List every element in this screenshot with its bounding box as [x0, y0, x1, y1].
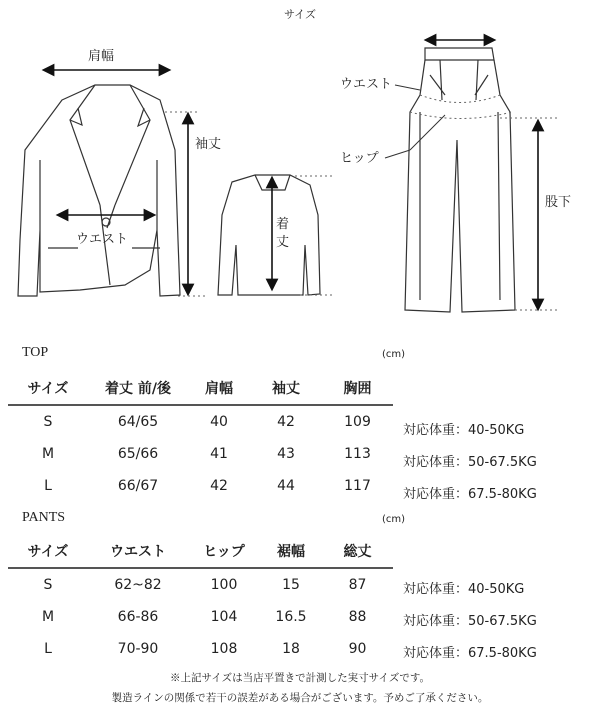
- hip-label: ヒップ: [340, 151, 379, 166]
- table-row: [8, 601, 393, 633]
- shoulder-cell: 42: [210, 478, 228, 494]
- pants-unit: (cm): [382, 514, 406, 525]
- shoulder-cell: 40: [210, 414, 228, 430]
- chest-cell: 117: [344, 478, 371, 494]
- table-row: [8, 438, 393, 470]
- total-length-cell: 90: [348, 641, 367, 657]
- garment-diagram: [0, 0, 600, 330]
- dimension-arrows: [48, 40, 538, 305]
- column-header: サイズ: [27, 381, 69, 397]
- column-header: ウエスト: [110, 544, 166, 560]
- hem-cell: 16.5: [275, 609, 307, 625]
- size-cell: L: [44, 478, 52, 494]
- waist-cell: 66-86: [117, 609, 159, 625]
- jacket-drawing: [18, 85, 180, 296]
- shoulder-label: 肩幅: [88, 49, 115, 64]
- callout-lines: [385, 85, 445, 158]
- table-row: [8, 405, 393, 438]
- size-cell: M: [41, 609, 55, 625]
- table-row: [8, 470, 393, 502]
- size-cell: S: [43, 414, 53, 430]
- pants-size-table: [8, 535, 393, 665]
- pants-waist-label: ウエスト: [340, 77, 393, 92]
- inseam-label: 股下: [545, 195, 572, 210]
- hip-cell: 104: [210, 609, 238, 625]
- weight-note: 対応体重：40-50KG: [403, 423, 525, 438]
- weight-note: 対応体重：67.5-80KG: [403, 487, 537, 502]
- size-cell: L: [44, 641, 52, 657]
- column-header: サイズ: [27, 544, 69, 560]
- hip-cell: 108: [210, 641, 238, 657]
- length-cell: 66/67: [117, 478, 159, 494]
- column-header: 着丈 前/後: [105, 381, 171, 397]
- sleeve-cell: 42: [277, 414, 295, 430]
- jacket-back-drawing: [218, 175, 320, 295]
- shoulder-cell: 41: [210, 446, 228, 462]
- column-header: ヒップ: [203, 544, 245, 560]
- waist-cell: 62~82: [114, 577, 162, 593]
- top-size-table: [8, 372, 393, 502]
- footnote-line-1: ※上記サイズは当店平置きで計測した実寸サイズです。: [170, 672, 430, 684]
- weight-note: 対応体重：40-50KG: [403, 582, 525, 597]
- chest-cell: 109: [344, 414, 371, 430]
- weight-note: 対応体重：67.5-80KG: [403, 646, 537, 661]
- top-section-label: TOP: [22, 345, 49, 360]
- chest-cell: 113: [344, 446, 371, 462]
- waist-cell: 70-90: [117, 641, 159, 657]
- hip-cell: 100: [210, 577, 238, 593]
- column-header: 総丈: [343, 544, 372, 560]
- hem-cell: 15: [282, 577, 300, 593]
- total-length-cell: 87: [348, 577, 367, 593]
- size-cell: S: [43, 577, 53, 593]
- table-row: [8, 633, 393, 665]
- pants-header-row: [8, 535, 393, 568]
- table-row: [8, 568, 393, 601]
- column-header: 胸囲: [343, 381, 372, 397]
- sleeve-cell: 43: [277, 446, 295, 462]
- top-header-row: [8, 372, 393, 405]
- column-header: 肩幅: [205, 381, 233, 397]
- jacket-waist-label: ウエスト: [76, 232, 129, 247]
- weight-note: 対応体重：50-67.5KG: [403, 614, 537, 629]
- hem-cell: 18: [282, 641, 300, 657]
- size-cell: M: [41, 446, 55, 462]
- length-label-bottom: 丈: [276, 235, 290, 250]
- sleeve-cell: 44: [277, 478, 295, 494]
- length-cell: 64/65: [117, 414, 159, 430]
- pants-drawing: [405, 48, 515, 312]
- page-title: サイズ: [283, 8, 317, 21]
- total-length-cell: 88: [348, 609, 367, 625]
- pants-section-label: PANTS: [22, 510, 66, 525]
- column-header: 裾幅: [277, 544, 305, 560]
- top-unit: (cm): [382, 349, 406, 360]
- length-cell: 65/66: [117, 446, 159, 462]
- footnote-line-2: 製造ラインの関係で若干の誤差がある場合がございます。予めご了承ください。: [111, 692, 489, 704]
- length-label-top: 着: [276, 217, 290, 232]
- column-header: 袖丈: [272, 381, 300, 397]
- weight-note: 対応体重：50-67.5KG: [403, 455, 537, 470]
- sleeve-label: 袖丈: [195, 137, 222, 152]
